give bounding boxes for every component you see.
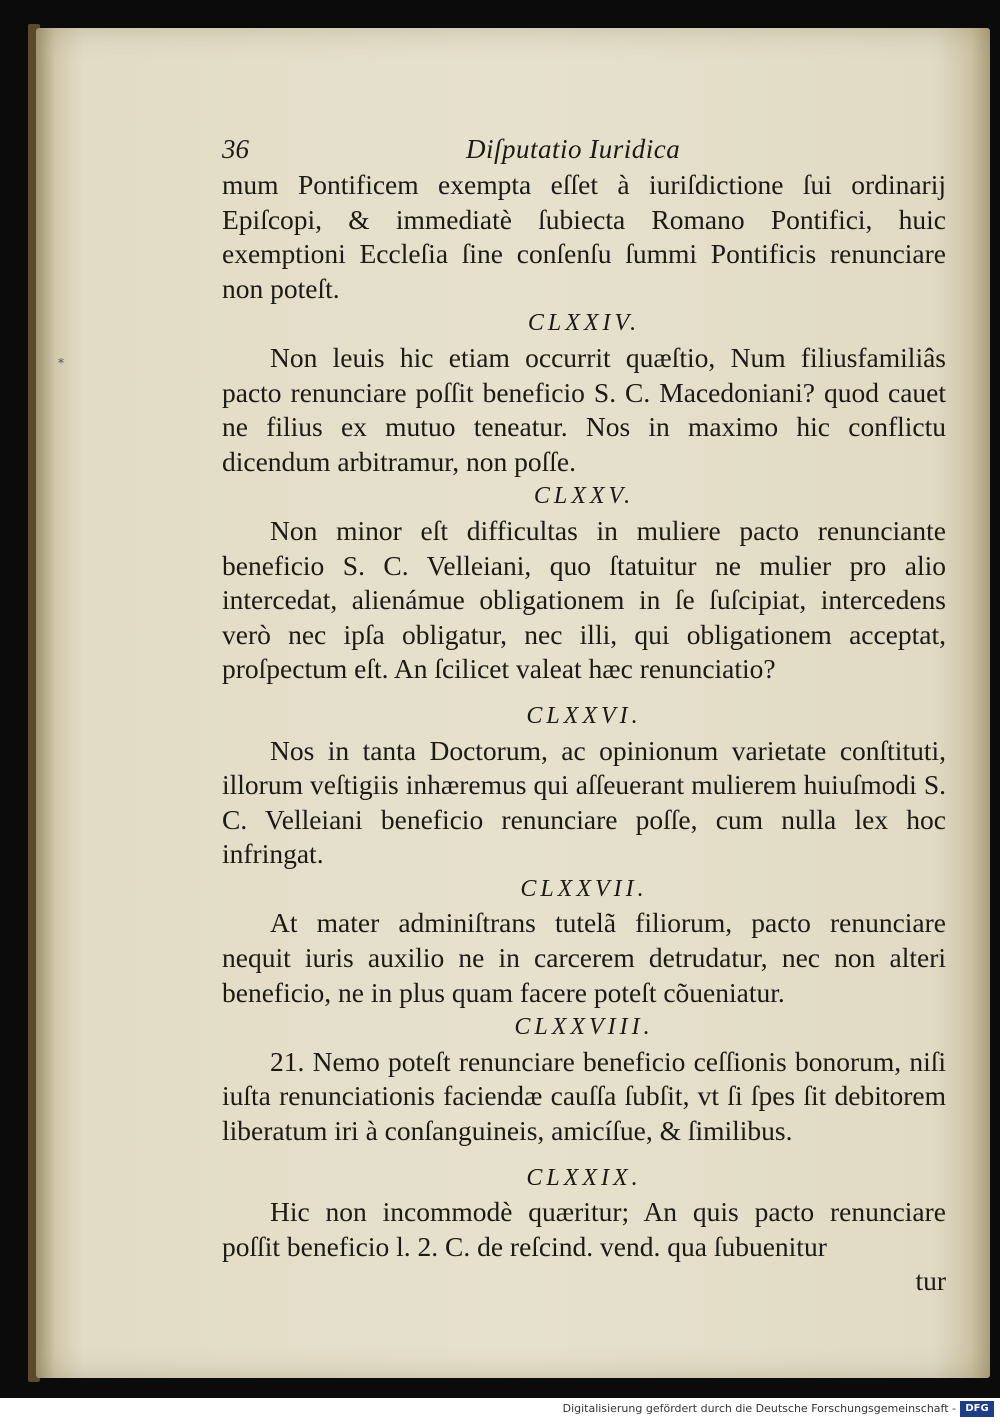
page-text (222, 128, 946, 1299)
section-number: CLXXVII. (520, 875, 648, 902)
margin-mark: * (58, 356, 64, 370)
funding-credit: Digitalisierung gefördert durch die Deutsche Forschungsgemeinschaft - (562, 1402, 956, 1415)
section-number: CLXXVI. (526, 702, 642, 729)
page-number: 36 (222, 134, 249, 164)
section-number: CLXXV. (533, 483, 635, 510)
paragraph: At mater adminiſtrans tutelã filiorum, pacto renunciare nequit iuris auxilio ne in carcerem detrudatur, nec non alteri beneficio, ne in plus quam facere poteſt cõueniatur. (222, 907, 946, 1008)
paragraph: Nos in tanta Doctorum, ac opinionum varietate conſtituti, illorum veſtigiis inhæremus qui aſſeuerant mulierem huiuſmodi S. C. Velleiani beneficio renunciare poſſe, cum nulla lex hoc infringat. (222, 734, 946, 870)
section-number: CLXXVIII. (514, 1014, 654, 1041)
dfg-logo: DFG (960, 1401, 994, 1417)
footer-bar (0, 1398, 1000, 1421)
paragraph: Hic non incommodè quæritur; An quis pacto renunciare poſſit beneficio l. 2. C. de reſcind. vend. qua ſubuenitur (222, 1196, 946, 1262)
paragraph: 21. Nemo poteſt renunciare beneficio ceſſionis bonorum, niſi iuſta renunciationis faciendæ cauſſa ſubſit, vt ſi ſpes ſit debitorem liberatum iri à conſanguineis, amicíſue, & ſimilibus. (222, 1045, 946, 1147)
paragraph: Non minor eſt difficultas in muliere pacto renunciante beneficio S. C. Velleiani, quo ſtatuitur ne mulier pro alio intercedat, alienámue obligationem in ſe ſuſcipiat, intercedens verò nec ipſa obligatur, nec illi, qui obligationem acceptat, proſpectum eſt. An ſcilicet valeat hæc renunciatio? (222, 514, 946, 685)
running-title: Diſputatio Iuridica (466, 134, 681, 164)
section-number: CLXXIX. (526, 1164, 642, 1191)
running-header (222, 128, 946, 168)
section-number: CLXXIV. (527, 310, 641, 337)
text-block: mum Pontificem exempta eſſet à iuriſdictione ſui ordinarij Epiſcopi, & immediatè ſubiecta Romano Pontifici, huic exemptioni Eccleſia ſine conſenſu ſummi Pontificis renunciare non poteſt. (222, 169, 946, 304)
catchword: tur (915, 1265, 946, 1297)
paragraph: Non leuis hic etiam occurrit quæſtio, Num filiusfamiliâs pacto renunciare poſſit beneficio S. C. Macedoniani? quod cauet ne filius ex mutuo teneatur. Nos in maximo hic conflictu dicendum arbitramur, non poſſe. (222, 341, 946, 477)
